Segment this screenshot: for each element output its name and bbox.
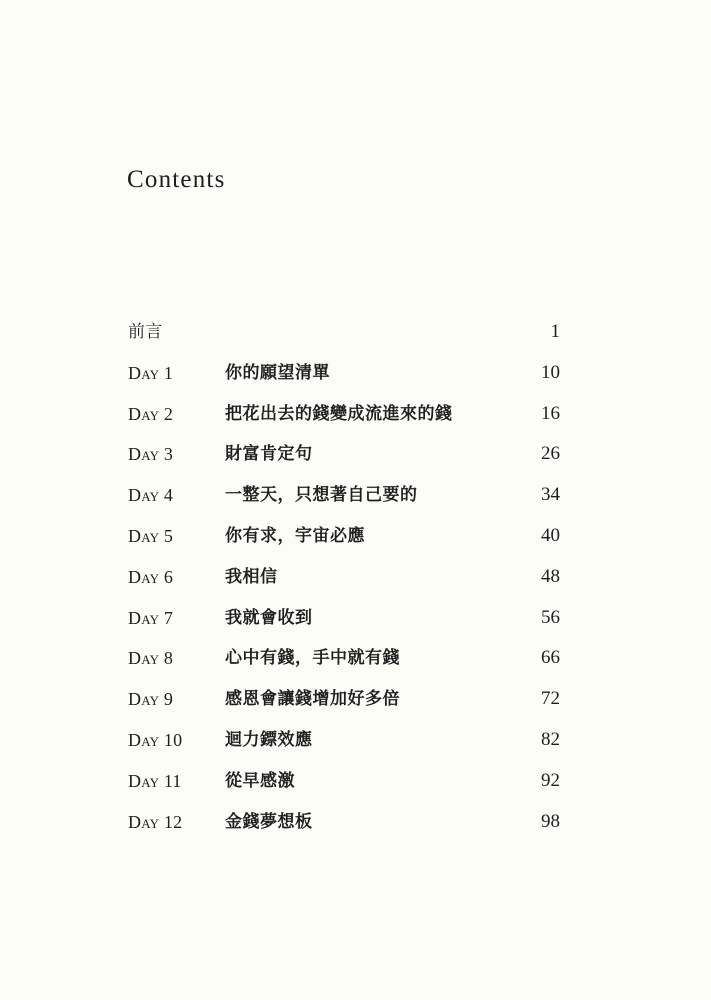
toc-day-label: Day 4 [128, 485, 174, 506]
toc-row-day-9[interactable] [128, 679, 560, 720]
toc-page-number: 40 [541, 524, 560, 546]
toc-preface-label: 前言 [128, 322, 163, 342]
toc-page-number: 56 [541, 606, 560, 628]
toc-page-number: 10 [541, 361, 560, 383]
toc-day-label: Day 10 [128, 729, 183, 750]
toc-chapter-title: 我就會收到 [225, 607, 313, 628]
toc-page-number: 26 [541, 443, 560, 465]
toc-page-number: 34 [541, 484, 560, 506]
toc-chapter-title: 你有求，宇宙必應 [225, 525, 365, 546]
toc-day-label: Day 5 [128, 525, 174, 546]
toc-page-number: 16 [541, 402, 560, 424]
toc-chapter-title: 迴力鏢效應 [225, 729, 313, 750]
toc-day-label: Day 11 [128, 770, 182, 791]
page-title: Contents [127, 166, 226, 193]
toc-page-number: 66 [541, 647, 560, 669]
toc-day-label: Day 7 [128, 607, 174, 628]
toc-row-day-11[interactable] [128, 761, 560, 802]
toc-page-number: 72 [541, 688, 560, 710]
toc-row-day-4[interactable] [128, 475, 560, 516]
toc-day-label: Day 3 [128, 444, 174, 465]
toc-chapter-title: 把花出去的錢變成流進來的錢 [225, 403, 453, 424]
toc-chapter-title: 你的願望清單 [225, 362, 330, 383]
toc-row-day-7[interactable] [128, 598, 560, 639]
toc-day-label: Day 9 [128, 689, 174, 710]
toc-chapter-title: 從早感激 [225, 770, 295, 791]
toc-row-day-8[interactable] [128, 638, 560, 679]
toc-row-day-5[interactable] [128, 516, 560, 557]
toc-day-label: Day 8 [128, 648, 174, 669]
toc-day-label: Day 6 [128, 566, 174, 587]
toc-row-day-1[interactable] [128, 353, 560, 394]
toc-chapter-title: 財富肯定句 [225, 444, 313, 465]
toc-chapter-title: 感恩會讓錢增加好多倍 [225, 689, 400, 710]
table-of-contents [128, 312, 560, 842]
toc-page-number: 82 [541, 728, 560, 750]
toc-row-day-6[interactable] [128, 557, 560, 598]
toc-page-number: 98 [541, 810, 560, 832]
toc-day-label: Day 1 [128, 362, 174, 383]
toc-chapter-title: 一整天，只想著自己要的 [225, 485, 418, 506]
toc-page-number: 92 [541, 769, 560, 791]
toc-page-number: 1 [550, 321, 560, 342]
toc-chapter-title: 我相信 [225, 566, 278, 587]
toc-row-day-12[interactable] [128, 802, 560, 843]
toc-day-label: Day 12 [128, 811, 183, 832]
toc-row-day-3[interactable] [128, 434, 560, 475]
toc-row-day-2[interactable] [128, 394, 560, 435]
toc-row-day-10[interactable] [128, 720, 560, 761]
toc-chapter-title: 金錢夢想板 [225, 811, 313, 832]
toc-page-number: 48 [541, 565, 560, 587]
toc-day-label: Day 2 [128, 403, 174, 424]
toc-chapter-title: 心中有錢，手中就有錢 [225, 648, 400, 669]
toc-row-preface[interactable] [128, 312, 560, 353]
